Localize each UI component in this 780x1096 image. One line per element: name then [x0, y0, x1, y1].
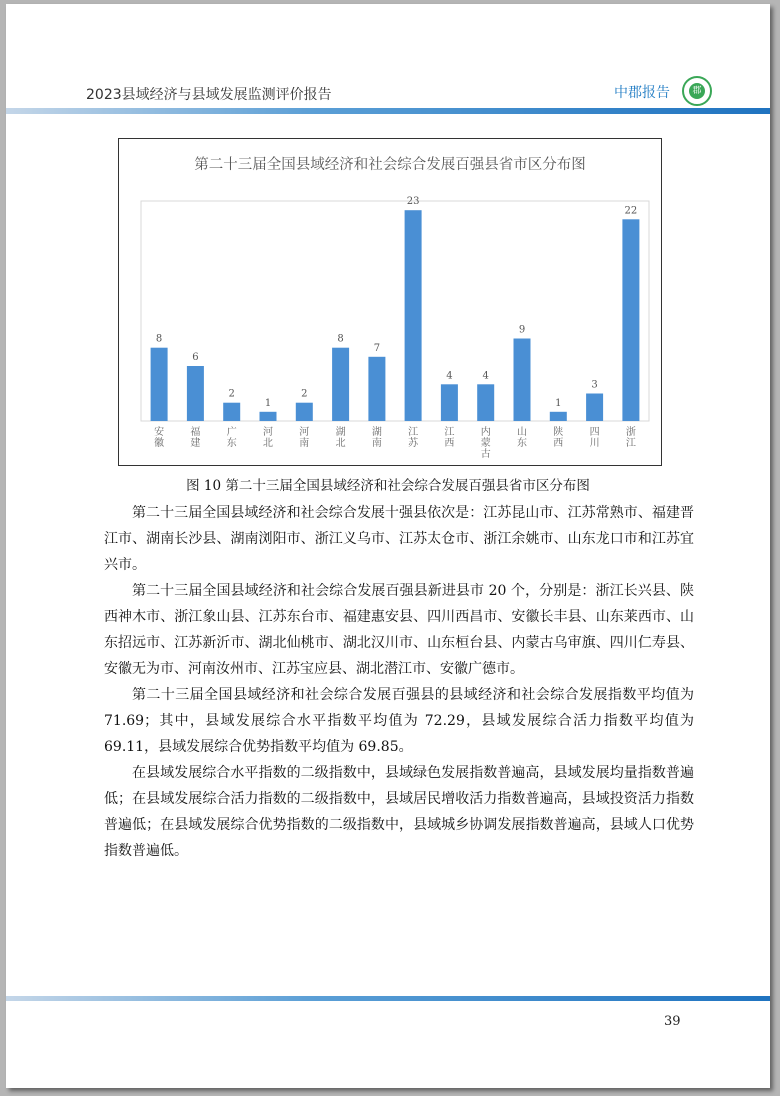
data-label-4: 2	[301, 388, 308, 400]
data-label-1: 6	[192, 352, 199, 363]
data-label-0: 8	[155, 333, 163, 345]
bar-0	[151, 348, 168, 421]
category-label-5: 湖北	[335, 427, 346, 449]
plot-area-frame	[141, 201, 649, 421]
bar-5	[332, 348, 349, 421]
body-text	[104, 500, 694, 864]
page-number: 39	[664, 1014, 681, 1029]
category-label-8: 江西	[444, 427, 455, 449]
data-label-2: 2	[228, 388, 235, 400]
bar-7	[405, 210, 422, 421]
data-label-11: 1	[555, 397, 562, 409]
chart-container	[118, 138, 662, 466]
report-page	[6, 4, 770, 1088]
chart-title: 第二十三届全国县域经济和社会综合发展百强县省市区分布图	[194, 157, 586, 173]
data-label-10: 9	[518, 324, 526, 336]
data-label-8: 4	[446, 370, 453, 382]
category-label-3: 河北	[263, 427, 273, 449]
category-label-7: 江苏	[408, 427, 419, 449]
paragraph-index-averages: 第二十三届全国县域经济和社会综合发展百强县的县域经济和社会综合发展指数平均值为 71.69；其中，县域发展综合水平指数平均值为 72.29，县域发展综合活力指数平均值为 69.11，县域发展综合优势指数平均值为 69.85。	[104, 687, 694, 755]
data-label-6: 7	[373, 342, 381, 354]
figure-caption: 图 10 第二十三届全国县域经济和社会综合发展百强县省市区分布图	[186, 478, 590, 494]
data-label-7: 23	[406, 196, 420, 208]
data-label-12: 3	[591, 379, 598, 391]
data-label-13: 22	[624, 205, 638, 217]
category-label-2: 广东	[226, 427, 237, 449]
brand-logo-mark: 郡	[689, 83, 705, 99]
category-label-11: 陕西	[553, 427, 564, 449]
bar-4	[296, 403, 313, 421]
bar-8	[441, 384, 458, 421]
bar-9	[477, 384, 494, 421]
bar-chart	[119, 139, 661, 465]
category-label-12: 四川	[589, 427, 600, 449]
bar-6	[368, 357, 385, 421]
bar-11	[550, 412, 567, 421]
data-label-5: 8	[337, 333, 344, 345]
category-label-1: 福建	[190, 427, 201, 449]
bar-3	[260, 412, 277, 421]
category-label-0: 安徽	[154, 427, 165, 449]
category-label-13: 浙江	[625, 427, 636, 449]
bar-2	[223, 403, 240, 421]
brand-logo	[682, 76, 712, 106]
category-label-9: 内蒙古	[480, 427, 491, 460]
data-label-9: 4	[482, 370, 489, 382]
report-header-title: 2023县域经济与县域发展监测评价报告	[86, 87, 332, 103]
footer-divider	[6, 996, 770, 1001]
brand-name: 中郡报告	[614, 85, 670, 101]
category-label-4: 河南	[299, 427, 310, 449]
paragraph-new-entrants: 第二十三届全国县域经济和社会综合发展百强县新进县市 20 个，分别是：浙江长兴县、陕西神木市、浙江象山县、江苏东台市、福建惠安县、四川西昌市、安徽长丰县、山东莱西市、山东招远市、江苏新沂市、湖北仙桃市、湖北汉川市、山东桓台县、内蒙古乌审旗、四川仁寿县、安徽无为市、河南汝州市、江苏宝应县、湖北潜江市、安徽广德市。	[104, 583, 694, 677]
bar-1	[187, 366, 204, 421]
paragraph-top-ten: 第二十三届全国县域经济和社会综合发展十强县依次是：江苏昆山市、江苏常熟市、福建晋江市、湖南长沙县、湖南浏阳市、浙江义乌市、江苏太仓市、浙江余姚市、山东龙口市和江苏宜兴市。	[104, 505, 694, 573]
bar-10	[514, 339, 531, 422]
paragraph-sub-indices: 在县域发展综合水平指数的二级指数中，县域绿色发展指数普遍高，县域发展均量指数普遍低；在县域发展综合活力指数的二级指数中，县域居民增收活力指数普遍高，县域投资活力指数普遍低；在县域发展综合优势指数的二级指数中，县域城乡协调发展指数普遍高，县域人口优势指数普遍低。	[104, 765, 694, 859]
header-divider	[6, 108, 770, 114]
bar-13	[622, 219, 639, 421]
category-label-6: 湖南	[371, 427, 382, 449]
data-label-3: 1	[264, 397, 272, 409]
bar-12	[586, 394, 603, 422]
category-label-10: 山东	[517, 427, 527, 449]
